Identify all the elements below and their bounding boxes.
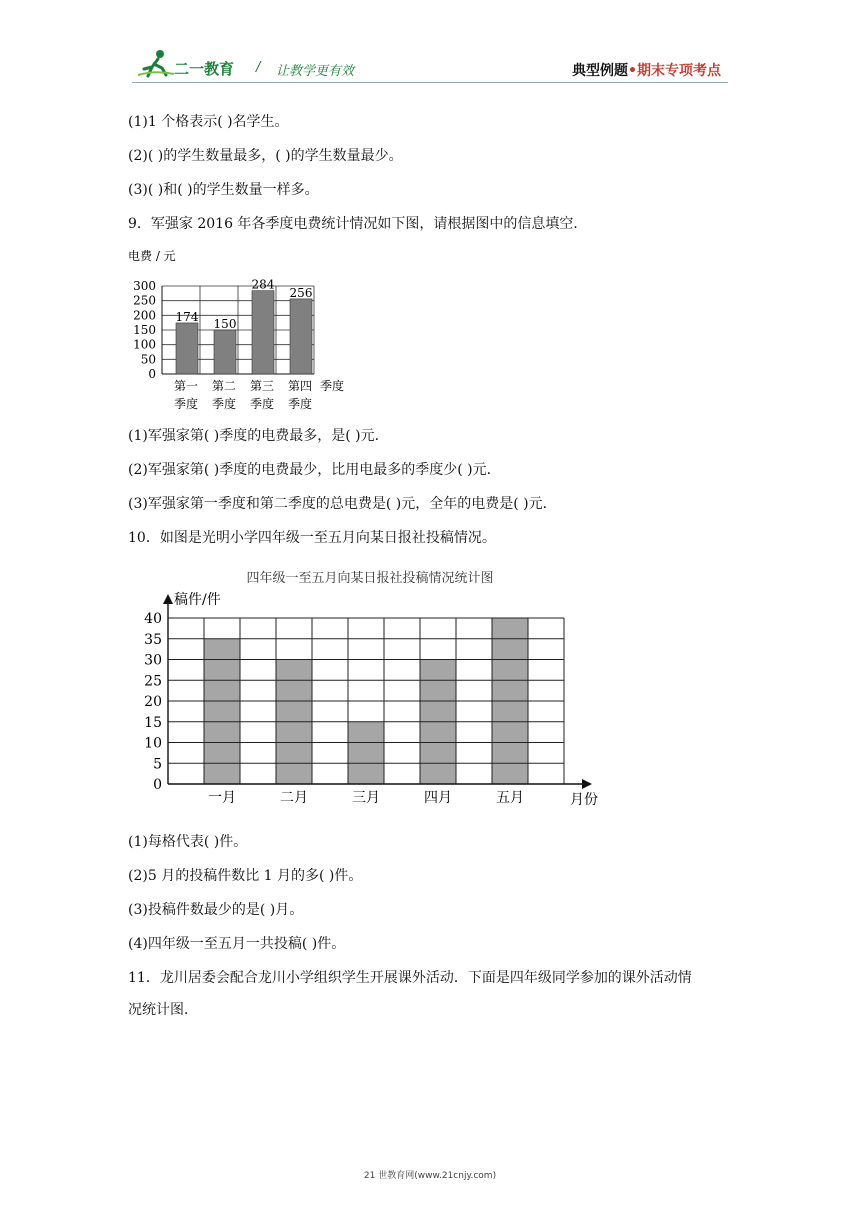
data-label: 284 (251, 277, 275, 292)
x-tick-label: 二月 (280, 790, 308, 806)
q10-sub3: (3)投稿件数最少的是( )月。 (128, 902, 304, 918)
y-tick-label: 5 (153, 756, 162, 773)
y-tick-label: 20 (144, 694, 162, 710)
bar (176, 323, 198, 374)
y-tick-label: 0 (148, 367, 156, 381)
header-topic: 期末专项考点 (636, 63, 721, 79)
x-tick-label: 第四 (287, 379, 313, 393)
data-label: 174 (175, 309, 199, 324)
electricity-bar-chart (120, 242, 380, 417)
x-tick-label: 季度 (173, 397, 199, 411)
x-tick-label: 五月 (496, 790, 524, 806)
y-tick-label: 15 (144, 714, 162, 731)
y-tick-label: 25 (144, 673, 162, 690)
x-tick-label: 三月 (352, 790, 380, 806)
data-label: 256 (289, 285, 313, 300)
bar (214, 330, 236, 374)
y-tick-label: 300 (133, 279, 156, 293)
x-tick-label: 季度 (211, 397, 237, 411)
bar (290, 299, 312, 374)
slogan-separator: / (256, 60, 261, 75)
q10-prompt: 10．如图是光明小学四年级一至五月向某日报社投稿情况。 (128, 530, 496, 546)
header-divider (132, 82, 728, 83)
x-tick-label: 第一 (173, 379, 199, 393)
header-right (572, 60, 721, 80)
x-tick-label: 一月 (208, 790, 236, 806)
q11-prompt-line1: 11．龙川居委会配合龙川小学组织学生开展课外活动．下面是四年级同学参加的课外活动情 (128, 970, 692, 986)
y-tick-label: 30 (144, 652, 162, 669)
bar (252, 291, 274, 374)
y-tick-label: 50 (140, 352, 156, 367)
q10-sub2: (2)5 月的投稿件数比 1 月的多( )件。 (128, 868, 363, 884)
y-tick-label: 150 (133, 323, 156, 337)
y-tick-label: 40 (144, 611, 162, 627)
x-tick-label: 季度 (287, 397, 313, 411)
chart-title: 四年级一至五月向某日报社投稿情况统计图 (246, 571, 494, 586)
submissions-bar-chart (130, 562, 610, 812)
q8-sub3: (3)( )和( )的学生数量一样多。 (128, 182, 319, 198)
q10-sub4: (4)四年级一至五月一共投稿( )件。 (128, 936, 346, 952)
logo-text: 二一教育 (174, 60, 235, 78)
q8-sub2: (2)( )的学生数量最多，( )的学生数量最少。 (128, 148, 403, 164)
y-tick-label: 0 (153, 777, 162, 793)
q10-sub1: (1)每格代表( )件。 (128, 834, 248, 850)
page-footer: 21 世教育网(www.21cnjy.com) (363, 1171, 497, 1181)
bar (348, 722, 384, 784)
bar (204, 639, 240, 784)
header-dot: • (628, 63, 637, 79)
x-axis-label: 月份 (570, 792, 598, 808)
x-tick-label: 第二 (211, 379, 237, 393)
y-tick-label: 200 (133, 308, 156, 323)
q11-prompt-line2: 况统计图． (128, 1002, 198, 1018)
q9-sub2: (2)军强家第( )季度的电费最少，比用电最多的季度少( )元． (128, 462, 501, 478)
x-axis-arrow (582, 779, 592, 789)
logo-runner-icon (136, 48, 176, 78)
x-tick-label: 四月 (424, 790, 452, 806)
y-tick-label: 100 (133, 337, 156, 352)
q9-prompt: 9．军强家 2016 年各季度电费统计情况如下图，请根据图中的信息填空． (128, 216, 588, 232)
data-label: 150 (213, 317, 237, 331)
y-axis-label: 电费 / 元 (128, 249, 176, 263)
y-tick-label: 35 (144, 631, 162, 648)
x-tick-label: 第三 (249, 379, 275, 393)
x-tick-label: 季度 (249, 397, 275, 411)
y-tick-label: 10 (144, 735, 162, 752)
q9-sub1: (1)军强家第( )季度的电费最多，是( )元． (128, 428, 389, 444)
q9-sub3: (3)军强家第一季度和第二季度的总电费是( )元，全年的电费是( )元． (128, 496, 557, 512)
header-section: 典型例题 (572, 63, 628, 79)
y-axis-arrow (163, 594, 173, 604)
x-axis-label: 季度 (320, 379, 345, 393)
y-axis-label: 稿件/件 (174, 592, 221, 608)
q8-sub1: (1)1 个格表示( )名学生。 (128, 114, 289, 130)
y-tick-label: 250 (133, 293, 156, 308)
slogan: 让教学更有效 (276, 64, 355, 79)
